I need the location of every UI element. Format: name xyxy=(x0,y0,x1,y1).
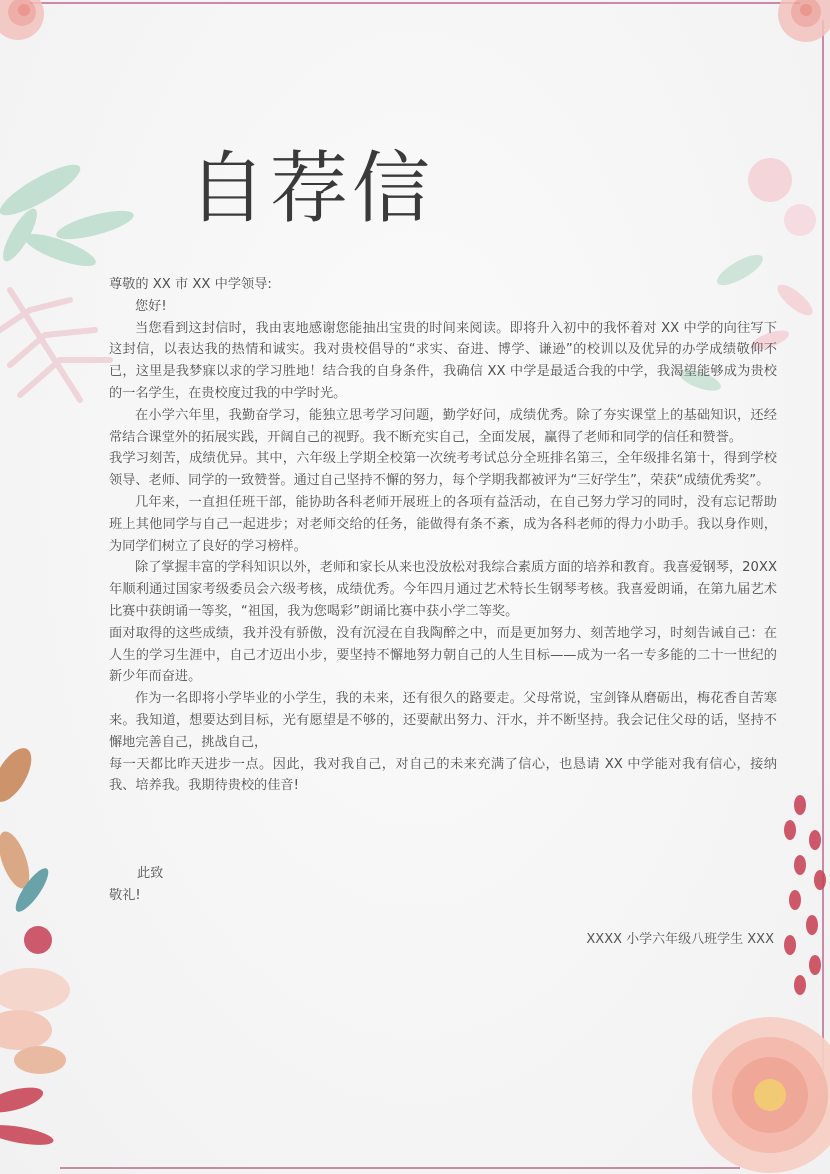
paragraph: 在小学六年里，我勤奋学习，能独立思考学习问题，勤学好问，成绩优秀。除了夯实课堂上的基础知识，还经常结合课堂外的拓展实践，开阔自己的视野。我不断充实自己，全面发展，赢得了老师和同学的信任和赞誉。 xyxy=(109,407,777,445)
paragraph: 几年来，一直担任班干部，能协助各科老师开展班上的各项有益活动，在自己努力学习的同时，没有忘记帮助班上其他同学与自己一起进步；对老师交给的任务，能做得有条不紊，成为各科老师的得力小助手。我以身作则，为同学们树立了良好的学习榜样。 xyxy=(109,494,777,554)
paragraph: 作为一名即将小学毕业的小学生，我的未来，还有很久的路要走。父母常说，宝剑锋从磨砺出，梅花香自苦寒来。我知道，想要达到目标，光有愿望是不够的，还要献出努力、汗水，并不断坚持。我会记住父母的话，坚持不懈地完善自己，挑战自己， xyxy=(109,691,777,750)
paragraph: 我学习刻苦，成绩优异。其中，六年级上学期全校第一次统考考试总分全班排名第三，全年级排名第十，得到学校领导、老师、同学的一致赞誉。通过自己坚持不懈的努力，每个学期我都被评为“三好学生”，荣获“成绩优秀奖”。 xyxy=(109,451,777,489)
red-berry-branch-icon xyxy=(784,795,826,995)
closing-line-1: 此致 xyxy=(137,866,164,881)
paragraph: 除了掌握丰富的学科知识以外，老师和家长从来也没放松对我综合素质方面的培养和教育。我喜爱钢琴，20XX 年顺利通过国家考级委员会六级考核，成绩优秀。今年四月通过艺术特长生钢琴考核。我喜爱朗诵，在第九届艺术比赛中获朗诵一等奖，“祖国，我为您喝彩”朗诵比赛中获小学二等奖。 xyxy=(109,560,777,619)
paragraph: 当您看到这封信时，我由衷地感谢您能抽出宝贵的时间来阅读。即将升入初中的我怀着对 XX 中学的向往写下这封信，以表达我的热情和诚实。我对贵校倡导的“求实、奋进、博学、谦逊”的校训以及优异的办学成绩敬仰不已，这里是我梦寐以求的学习胜地！结合我的自身条件，我确信 XX 中学是最适合我的中学，我渴望能够成为贵校的一名学生，在贵校度过我的中学时光。 xyxy=(109,320,777,401)
greeting: 您好! xyxy=(135,298,167,314)
letter-body xyxy=(109,274,777,797)
closing-line-2: 敬礼! xyxy=(109,887,141,903)
pink-flower-icon xyxy=(0,0,44,40)
signature: XXXX 小学六年级八班学生 XXX xyxy=(586,932,774,947)
closing xyxy=(109,863,163,907)
green-leaf-icon xyxy=(0,157,136,273)
pink-fern-icon xyxy=(0,290,110,400)
salutation: 尊敬的 XX 市 XX 中学领导: xyxy=(109,277,272,292)
paragraph: 面对取得的这些成绩，我并没有骄傲，没有沉浸在自我陶醉之中，而是更加努力、刻苦地学习，时刻告诫自己：在人生的学习生涯中，自己才迈出小步，要坚持不懈地努力朝自己的人生目标——成为一名一专多能的二十一世纪的新少年而奋进。 xyxy=(109,625,777,685)
page-title: 自荐信 xyxy=(188,144,435,235)
peony-flower-icon xyxy=(692,1017,830,1173)
pink-flower-icon xyxy=(778,0,830,42)
lily-flower-icon xyxy=(0,742,70,1149)
paragraph: 每一天都比昨天进步一点。因此，我对我自己，对自己的未来充满了信心，也恳请 XX 中学能对我有信心，接纳我、培养我。我期待贵校的佳音! xyxy=(109,756,777,794)
